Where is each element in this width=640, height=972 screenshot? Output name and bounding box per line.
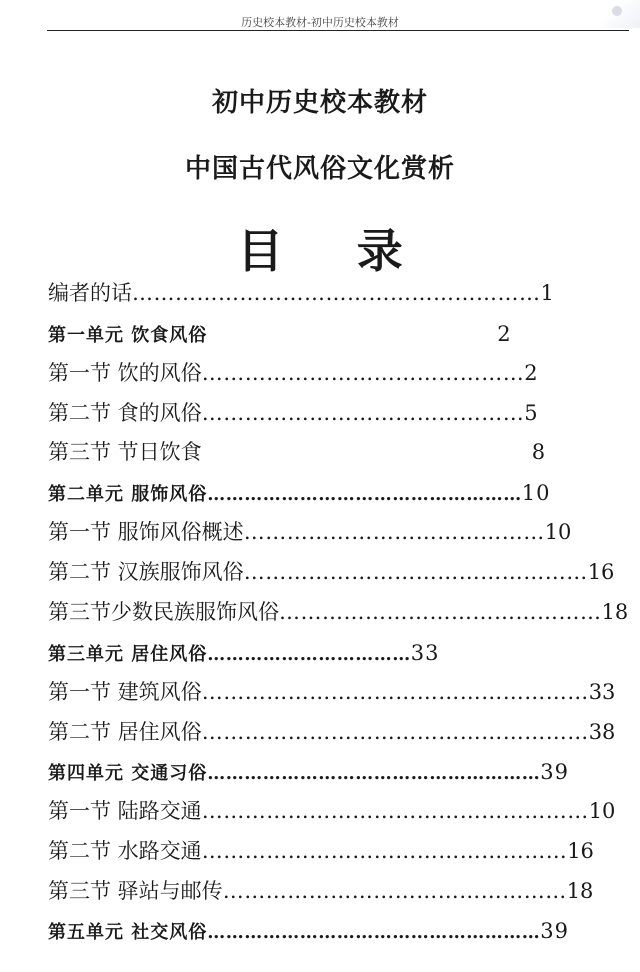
- toc-entry-label: 第三单元 居住风俗: [48, 644, 208, 665]
- toc-entry-section-1-3: [48, 436, 545, 468]
- toc-entry-section-4-3: [48, 875, 593, 907]
- running-header: 历史校本教材-初中历史校本教材: [241, 16, 399, 29]
- toc-entry-label: 第二节 居住风俗: [48, 720, 202, 744]
- toc-entry-page: 33: [588, 680, 616, 704]
- toc-heading: 目录: [237, 224, 477, 278]
- toc-entry-leader: ……………………………………: [243, 520, 545, 544]
- toc-entry-label: 第一节 服饰风俗概述: [48, 520, 244, 544]
- toc-entry-page: 39: [540, 760, 570, 784]
- toc-entry-page: 38: [588, 720, 616, 744]
- toc-entry-label: 第五单元 社交风俗: [48, 922, 208, 943]
- toc-entry-page: 1: [540, 281, 554, 305]
- toc-entry-page: 16: [567, 839, 594, 863]
- toc-entry-leader: ………………………………………………: [201, 720, 589, 744]
- toc-entry-page: 10: [521, 481, 551, 505]
- toc-entry-leader: ……………………………………………: [201, 839, 568, 863]
- toc-entry-leader: ……………………………: [207, 644, 411, 665]
- toc-entry-section-1-2: [48, 397, 538, 429]
- toc-entry-label: 第一节 建筑风俗: [48, 680, 202, 704]
- toc-entry-section-3-2: [48, 716, 615, 748]
- header-rule: [47, 30, 629, 31]
- toc-entry-leader: …………………………………………………: [132, 281, 541, 305]
- toc-entry-leader: ………………………………………………: [201, 680, 589, 704]
- toc-entry-leader: ………………………………………: [201, 361, 525, 385]
- toc-entry-label: 第三节 驿站与邮传: [48, 879, 223, 903]
- toc-entry-section-1-1: [48, 357, 538, 389]
- toc-entry-page: 10: [588, 799, 616, 823]
- toc-entry-leader: ……………………………………………: [207, 484, 522, 505]
- toc-entry-section-4-2: [48, 835, 594, 867]
- book-series-title: 初中历史校本教材: [211, 88, 428, 118]
- toc-entry-section-2-2: [48, 556, 614, 588]
- toc-entry-unit-1: [48, 318, 512, 350]
- toc-entry-page: 2: [497, 322, 512, 346]
- toc-entry-page: 2: [524, 361, 538, 385]
- toc-entry-leader: ………………………………………: [279, 600, 602, 624]
- toc-entry-page: 10: [544, 520, 572, 544]
- toc-entry-label: 编者的话: [48, 281, 132, 305]
- toc-entry-label: 第一节 饮的风俗: [48, 361, 202, 385]
- toc-entry-page: 18: [566, 879, 594, 903]
- toc-entry-label: 第三节 节日饮食: [48, 440, 202, 464]
- toc-entry-leader: ………………………………………………: [201, 799, 589, 823]
- toc-entry-section-2-1: [48, 516, 571, 548]
- toc-entry-leader: ………………………………………………: [207, 922, 541, 943]
- toc-entry-section-4-1: [48, 795, 615, 827]
- toc-entry-unit-5: [48, 915, 569, 947]
- toc-entry-label: 第二单元 服饰风俗: [48, 484, 208, 505]
- toc-entry-leader: ………………………………………………: [207, 763, 541, 784]
- toc-entry-page: 5: [524, 401, 538, 425]
- toc-entry-label: 第四单元 交通习俗: [48, 763, 208, 784]
- toc-entry-label: 第三节少数民族服饰风俗: [48, 600, 279, 624]
- toc-entry-label: 第二节 汉族服饰风俗: [48, 560, 244, 584]
- toc-entry-page: 39: [540, 919, 570, 943]
- toc-entry-section-3-1: [48, 676, 615, 708]
- toc-entry-label: 第一节 陆路交通: [48, 799, 202, 823]
- toc-entry-foreword: [48, 277, 554, 309]
- toc-entry-leader: …………………………………………: [222, 879, 567, 903]
- toc-entry-unit-2: [48, 477, 551, 509]
- toc-entry-page: 8: [531, 440, 546, 464]
- toc-entry-leader: ………………………………………: [201, 401, 525, 425]
- toc-entry-label: 第二节 水路交通: [48, 839, 202, 863]
- toc-entry-section-2-3: [48, 596, 628, 628]
- toc-entry-page: 16: [587, 560, 615, 584]
- toc-entry-unit-4: [48, 756, 569, 788]
- toc-entry-label: 第二节 食的风俗: [48, 401, 202, 425]
- toc-entry-label: 第一单元 饮食风俗: [48, 325, 208, 346]
- book-title: 中国古代风俗文化赏析: [184, 154, 455, 184]
- toc-entry-page: 33: [410, 641, 440, 665]
- toc-entry-unit-3: [48, 637, 440, 669]
- toc-entry-leader: …………………………………………: [243, 560, 588, 584]
- toc-entry-page: 18: [601, 600, 629, 624]
